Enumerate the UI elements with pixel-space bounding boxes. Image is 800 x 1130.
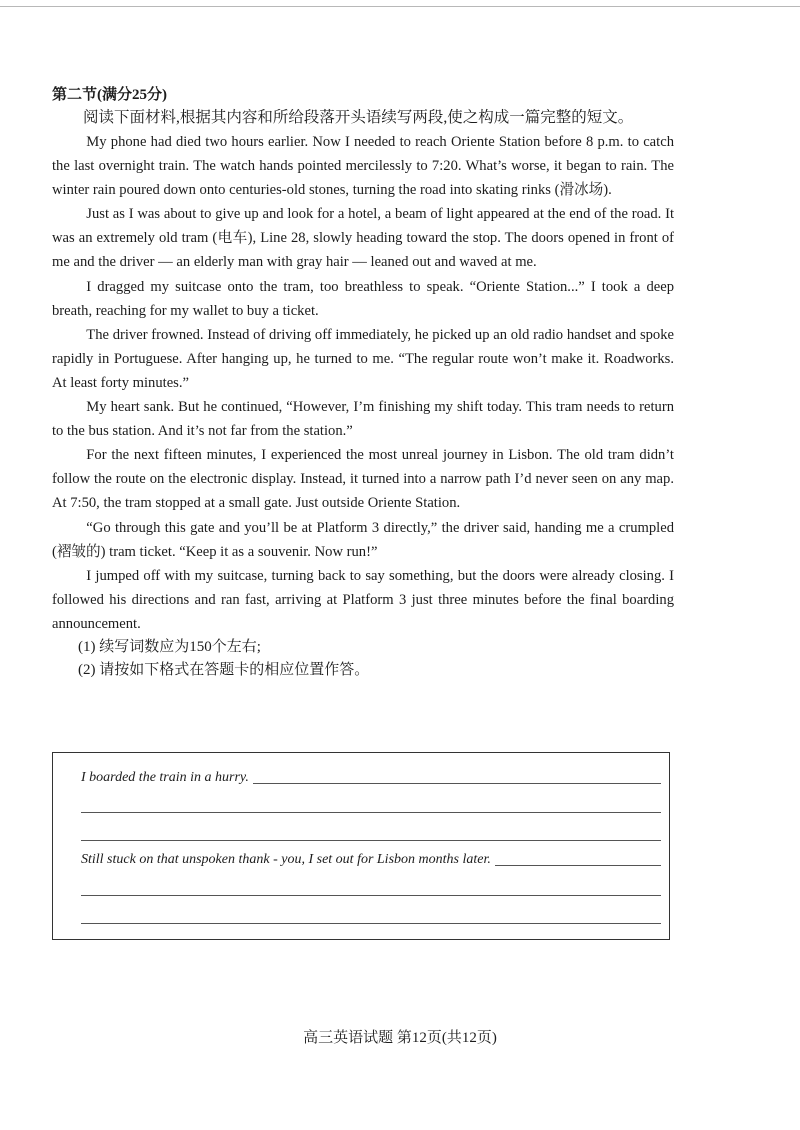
- section-title: 第二节(满分25分): [52, 87, 167, 103]
- answer-box: [52, 752, 670, 940]
- requirement-2: (2) 请按如下格式在答题卡的相应位置作答。: [78, 661, 370, 678]
- story-paragraph: Just as I was about to give up and look for a hotel, a beam of light appeared at the end of the road. It was an extremely old tram (电车), Line 28, slowly heading toward the stop. The doors opened in front of me and the driver — an elderly man with gray hair — leaned out and waved at me.: [52, 206, 674, 271]
- story-paragraph: I dragged my suitcase onto the tram, too breathless to speak. “Oriente Station...” I took a deep breath, reaching for my wallet to buy a ticket.: [52, 278, 674, 319]
- answer-line-prompt-1: [81, 767, 661, 787]
- writing-line[interactable]: [253, 783, 661, 784]
- writing-line[interactable]: [81, 923, 661, 924]
- story-paragraph: The driver frowned. Instead of driving off immediately, he picked up an old radio handset and spoke rapidly in Portuguese. After hanging up, he turned to me. “The regular route won’t make it. Roadworks. At least forty minutes.”: [52, 326, 674, 391]
- writing-line[interactable]: [495, 865, 661, 866]
- exam-page: [52, 84, 674, 682]
- story-paragraph: “Go through this gate and you’ll be at Platform 3 directly,” the driver said, handing me a crumpled (褶皱的) tram ticket. “Keep it as a souvenir. Now run!”: [52, 519, 674, 560]
- story-paragraph: For the next fifteen minutes, I experienced the most unreal journey in Lisbon. The old tram didn’t follow the route on the electronic display. Instead, it turned into a narrow path I’d never seen on any map. At 7:50, the tram stopped at a small gate. Just outside Oriente Station.: [52, 447, 674, 512]
- story-paragraph: I jumped off with my suitcase, turning back to say something, but the doors were already closing. I followed his directions and ran fast, arriving at Platform 3 just three minutes before the final boarding announcement.: [52, 567, 674, 632]
- story-paragraph: My phone had died two hours earlier. Now I needed to reach Oriente Station before 8 p.m. to catch the last overnight train. The watch hands pointed mercilessly to 7:20. What’s worse, it began to rain. The winter rain poured down onto centuries-old stones, turning the road into skating rinks (滑冰场).: [52, 134, 674, 199]
- writing-line[interactable]: [81, 895, 661, 896]
- answer-line-prompt-2: [81, 849, 661, 869]
- page-footer: 高三英语试题 第12页(共12页): [303, 1030, 497, 1046]
- instruction: 阅读下面材料,根据其内容和所给段落开头语续写两段,使之构成一篇完整的短文。: [83, 109, 634, 126]
- story: [52, 130, 674, 636]
- paragraph-opening-1: I boarded the train in a hurry.: [81, 770, 249, 785]
- writing-line[interactable]: [81, 840, 661, 841]
- story-paragraph: My heart sank. But he continued, “However, I’m finishing my shift today. This tram needs to return to the bus station. And it’s not far from the station.”: [52, 399, 674, 440]
- writing-line[interactable]: [81, 812, 661, 813]
- top-border: [0, 6, 800, 7]
- paragraph-opening-2: Still stuck on that unspoken thank - you, I set out for Lisbon months later.: [81, 852, 491, 867]
- requirement-1: (1) 续写词数应为150个左右;: [78, 638, 261, 655]
